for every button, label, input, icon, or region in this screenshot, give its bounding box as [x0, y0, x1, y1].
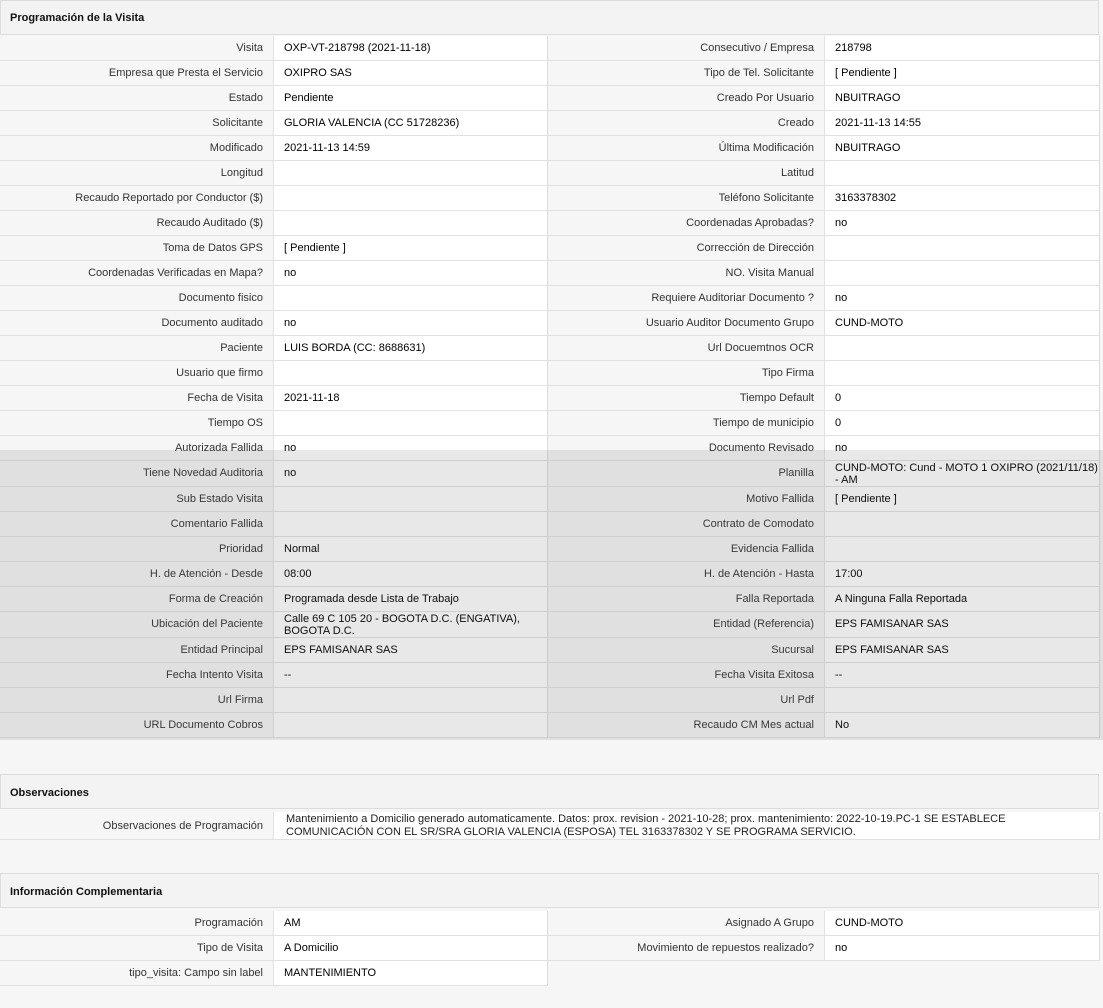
field-value: 2021-11-13 14:59	[273, 136, 548, 161]
field-label: Documento Revisado	[548, 436, 824, 461]
field-value	[273, 286, 548, 311]
field-value	[273, 512, 548, 537]
detail-row	[0, 186, 1100, 211]
field-value: Calle 69 C 105 20 - BOGOTA D.C. (ENGATIVA), BOGOTA D.C.	[273, 612, 548, 638]
detail-row	[0, 36, 1100, 61]
field-label: Usuario que firmo	[0, 361, 273, 386]
field-value: no	[824, 436, 1100, 461]
field-label: Entidad Principal	[0, 638, 273, 663]
field-label: Sucursal	[548, 638, 824, 663]
field-value	[273, 186, 548, 211]
detail-row	[0, 386, 1100, 411]
field-label: Fecha Intento Visita	[0, 663, 273, 688]
field-label: Documento fisico	[0, 286, 273, 311]
observaciones-label: Observaciones de Programación	[0, 812, 273, 840]
field-value: [ Pendiente ]	[273, 236, 548, 261]
field-label: Tiene Novedad Auditoria	[0, 461, 273, 487]
detail-row	[0, 663, 1100, 688]
field-label: Asignado A Grupo	[548, 911, 824, 936]
detail-row	[0, 136, 1100, 161]
field-value: no	[824, 211, 1100, 236]
field-label: Usuario Auditor Documento Grupo	[548, 311, 824, 336]
detail-row	[0, 612, 1100, 638]
field-value	[824, 161, 1100, 186]
field-label: Solicitante	[0, 111, 273, 136]
field-label: Corrección de Dirección	[548, 236, 824, 261]
field-label: Tiempo OS	[0, 411, 273, 436]
field-value	[824, 361, 1100, 386]
field-label: Evidencia Fallida	[548, 537, 824, 562]
section-complementaria-header: Información Complementaria	[0, 873, 1099, 908]
field-value: 17:00	[824, 562, 1100, 587]
field-label: Toma de Datos GPS	[0, 236, 273, 261]
field-label: Contrato de Comodato	[548, 512, 824, 537]
field-value: no	[273, 261, 548, 286]
field-value: OXIPRO SAS	[273, 61, 548, 86]
detail-row	[0, 961, 1100, 986]
field-value: 218798	[824, 36, 1100, 61]
field-label: Latitud	[548, 161, 824, 186]
field-value: --	[273, 663, 548, 688]
field-value: MANTENIMIENTO	[273, 961, 548, 986]
detail-row	[0, 461, 1100, 487]
detail-row	[0, 562, 1100, 587]
field-label: Tipo de Visita	[0, 936, 273, 961]
detail-row	[0, 361, 1100, 386]
field-value: no	[273, 311, 548, 336]
detail-row	[0, 436, 1100, 461]
field-value: Programada desde Lista de Trabajo	[273, 587, 548, 612]
field-label: Prioridad	[0, 537, 273, 562]
field-label: Tiempo Default	[548, 386, 824, 411]
field-label: Programación	[0, 911, 273, 936]
detail-row	[0, 688, 1100, 713]
field-value: GLORIA VALENCIA (CC 51728236)	[273, 111, 548, 136]
field-value: 0	[824, 386, 1100, 411]
field-label: Paciente	[0, 336, 273, 361]
field-value: 0	[824, 411, 1100, 436]
field-label: H. de Atención - Desde	[0, 562, 273, 587]
detail-row	[0, 537, 1100, 562]
detail-row	[0, 911, 1100, 936]
field-value: No	[824, 713, 1100, 738]
field-value: NBUITRAGO	[824, 86, 1100, 111]
field-value	[824, 336, 1100, 361]
field-value	[824, 512, 1100, 537]
field-label: Ubicación del Paciente	[0, 612, 273, 638]
field-label: Visita	[0, 36, 273, 61]
field-value: [ Pendiente ]	[824, 61, 1100, 86]
field-label: Url Firma	[0, 688, 273, 713]
section-programacion-header: Programación de la Visita	[0, 0, 1099, 35]
field-label: Consecutivo / Empresa	[548, 36, 824, 61]
detail-row	[0, 713, 1100, 738]
field-label: tipo_visita: Campo sin label	[0, 961, 273, 986]
field-value: A Domicilio	[273, 936, 548, 961]
field-value: no	[824, 936, 1100, 961]
field-value	[824, 236, 1100, 261]
field-label: Forma de Creación	[0, 587, 273, 612]
observaciones-value: Mantenimiento a Domicilio generado automaticamente. Datos: prox. revision - 2021-10-28; prox. mantenimiento: 2022-10-19.PC-1 SE ESTABLECE COMUNICACIÓN CON EL SR/SRA GLORIA VALENCIA (ESPOSA) TEL 3163378302 Y SE PROGRAMA SERVICIO.	[273, 812, 1100, 840]
detail-row	[0, 86, 1100, 111]
detail-row	[0, 111, 1100, 136]
detail-row	[0, 261, 1100, 286]
field-label: Teléfono Solicitante	[548, 186, 824, 211]
detail-row	[0, 336, 1100, 361]
field-value	[273, 713, 548, 738]
visit-details-grid	[0, 36, 1100, 738]
field-value: CUND-MOTO: Cund - MOTO 1 OXIPRO (2021/11/18) - AM	[824, 461, 1100, 487]
field-label: NO. Visita Manual	[548, 261, 824, 286]
field-label: Longitud	[0, 161, 273, 186]
field-label: Documento auditado	[0, 311, 273, 336]
field-value: NBUITRAGO	[824, 136, 1100, 161]
complementaria-grid	[0, 911, 1100, 986]
detail-row	[0, 311, 1100, 336]
field-label: Coordenadas Verificadas en Mapa?	[0, 261, 273, 286]
field-value: no	[273, 436, 548, 461]
field-label: Coordenadas Aprobadas?	[548, 211, 824, 236]
field-label: Requiere Auditoriar Documento ?	[548, 286, 824, 311]
field-value: EPS FAMISANAR SAS	[824, 638, 1100, 663]
field-label: Creado	[548, 111, 824, 136]
section-observaciones-header: Observaciones	[0, 774, 1099, 809]
detail-row	[0, 211, 1100, 236]
field-value: AM	[273, 911, 548, 936]
field-label: Fecha de Visita	[0, 386, 273, 411]
field-label: Url Docuemtnos OCR	[548, 336, 824, 361]
field-value: LUIS BORDA (CC: 8688631)	[273, 336, 548, 361]
field-label: Fecha Visita Exitosa	[548, 663, 824, 688]
field-label: Recaudo Reportado por Conductor ($)	[0, 186, 273, 211]
detail-row	[0, 286, 1100, 311]
field-label: Estado	[0, 86, 273, 111]
detail-row	[0, 936, 1100, 961]
field-value: --	[824, 663, 1100, 688]
field-label: Tipo Firma	[548, 361, 824, 386]
field-value	[824, 688, 1100, 713]
field-value	[273, 361, 548, 386]
field-value: 3163378302	[824, 186, 1100, 211]
field-label: H. de Atención - Hasta	[548, 562, 824, 587]
detail-row	[0, 61, 1100, 86]
field-label: Empresa que Presta el Servicio	[0, 61, 273, 86]
detail-row	[0, 236, 1100, 261]
observaciones-grid	[0, 812, 1100, 840]
field-label: Entidad (Referencia)	[548, 612, 824, 638]
field-label: Tipo de Tel. Solicitante	[548, 61, 824, 86]
field-value: OXP-VT-218798 (2021-11-18)	[273, 36, 548, 61]
field-value: no	[273, 461, 548, 487]
field-value	[273, 411, 548, 436]
field-value: [ Pendiente ]	[824, 487, 1100, 512]
detail-row	[0, 638, 1100, 663]
field-value: Pendiente	[273, 86, 548, 111]
field-value: CUND-MOTO	[824, 911, 1100, 936]
field-value	[824, 537, 1100, 562]
field-value: EPS FAMISANAR SAS	[273, 638, 548, 663]
field-value: 2021-11-18	[273, 386, 548, 411]
field-label: Url Pdf	[548, 688, 824, 713]
field-value: no	[824, 286, 1100, 311]
field-label: Movimiento de repuestos realizado?	[548, 936, 824, 961]
field-value	[273, 487, 548, 512]
field-label: Sub Estado Visita	[0, 487, 273, 512]
field-label: Tiempo de municipio	[548, 411, 824, 436]
detail-row	[0, 161, 1100, 186]
field-value: Normal	[273, 537, 548, 562]
field-value: A Ninguna Falla Reportada	[824, 587, 1100, 612]
field-label: URL Documento Cobros	[0, 713, 273, 738]
detail-row	[0, 411, 1100, 436]
field-label: Modificado	[0, 136, 273, 161]
field-label: Última Modificación	[548, 136, 824, 161]
field-label: Creado Por Usuario	[548, 86, 824, 111]
detail-row	[0, 487, 1100, 512]
field-label: Falla Reportada	[548, 587, 824, 612]
field-value: EPS FAMISANAR SAS	[824, 612, 1100, 638]
field-label: Recaudo CM Mes actual	[548, 713, 824, 738]
field-value: 08:00	[273, 562, 548, 587]
field-label: Recaudo Auditado ($)	[0, 211, 273, 236]
detail-row	[0, 587, 1100, 612]
field-label: Planilla	[548, 461, 824, 487]
field-value	[273, 211, 548, 236]
field-value: 2021-11-13 14:55	[824, 111, 1100, 136]
field-label: Comentario Fallida	[0, 512, 273, 537]
field-value	[273, 688, 548, 713]
field-label: Autorizada Fallida	[0, 436, 273, 461]
field-label: Motivo Fallida	[548, 487, 824, 512]
detail-row	[0, 512, 1100, 537]
field-value	[824, 261, 1100, 286]
field-value: CUND-MOTO	[824, 311, 1100, 336]
field-value	[273, 161, 548, 186]
